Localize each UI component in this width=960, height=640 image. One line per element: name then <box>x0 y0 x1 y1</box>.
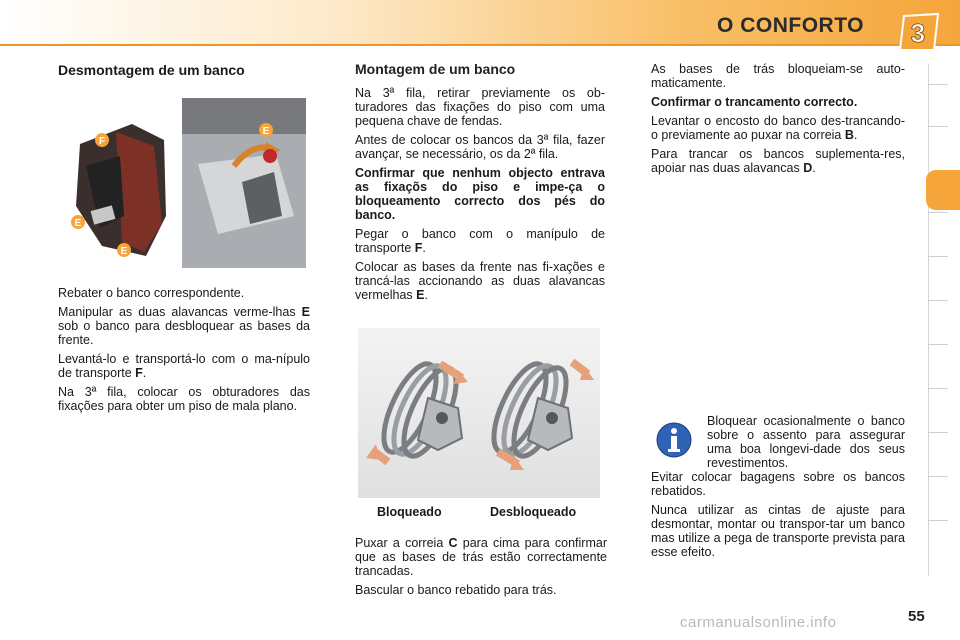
caption-unlocked: Desbloqueado <box>490 505 577 519</box>
chapter-tab[interactable] <box>928 520 948 521</box>
chapter-tab[interactable] <box>928 256 948 257</box>
removal-instructions <box>58 286 310 418</box>
chapter-tab[interactable] <box>928 300 948 301</box>
chapter-number: 3 <box>910 18 926 48</box>
callout-e-label: E <box>120 246 128 257</box>
chapter-tab[interactable] <box>928 388 948 389</box>
paragraph: Puxar a correia C para cima para confirmar que as bases de trás estão correctamente trancadas. <box>355 536 607 578</box>
info-icon <box>656 422 692 458</box>
paragraph: Na 3ª fila, retirar previamente os ob-turadores das fixações do piso com uma pequena chave de fendas. <box>355 86 605 128</box>
callout-e <box>71 215 85 229</box>
locking-instructions <box>651 62 905 180</box>
paragraph: Manipular as duas alavancas verme-lhas E sob o banco para desbloquear as bases da frente. <box>58 305 310 347</box>
paragraph: Bascular o banco rebatido para trás. <box>355 583 557 597</box>
chapter-tab[interactable] <box>928 432 948 433</box>
caption-locked: Bloqueado <box>377 505 442 519</box>
chapter-tab[interactable] <box>928 126 948 127</box>
callout-e-label: E <box>262 126 270 137</box>
info-text: Bloquear ocasionalmente o banco sobre o assento para assegurar uma boa longevi-dade dos seus revestimentos. <box>707 414 905 470</box>
paragraph: Na 3ª fila, colocar os obturadores das fixações para obter um piso de mala plano. <box>58 385 310 413</box>
mounting-instructions-continued <box>355 536 607 602</box>
callout-e <box>117 243 131 257</box>
info-box <box>651 414 905 470</box>
paragraph: Evitar colocar bagagens sobre os bancos rebatidos. <box>651 470 905 498</box>
section-title-removal: Desmontagem de um banco <box>58 62 245 78</box>
bold-paragraph: Confirmar o trancamento correcto. <box>651 95 858 109</box>
warning-paragraph: Confirmar que nenhum objecto entrava as fixaçõs do piso e impe-ça o bloqueamento correcto dos pés do banco. <box>355 166 605 222</box>
paragraph: As bases de trás bloqueiam-se auto-maticamente. <box>651 62 905 90</box>
callout-f <box>95 133 109 147</box>
callout-f-label: F <box>98 136 106 147</box>
chapter-badge <box>898 12 940 52</box>
chapter-tab[interactable] <box>928 84 948 85</box>
paragraph: Antes de colocar os bancos da 3ª fila, fazer avançar, se necessário, os da 2ª fila. <box>355 133 605 161</box>
paragraph: Pegar o banco com o manípulo de transporte F. <box>355 227 605 255</box>
callout-e-label: E <box>74 218 82 229</box>
lock-diagram <box>358 328 600 498</box>
section-title-mounting: Montagem de um banco <box>355 61 516 77</box>
chapter-tab[interactable] <box>928 212 948 213</box>
paragraph: Levantá-lo e transportá-lo com o ma-nípulo de transporte F. <box>58 352 310 380</box>
paragraph: Rebater o banco correspondente. <box>58 286 245 300</box>
paragraph: Levantar o encosto do banco des-trancando-o previamente ao puxar na correia B. <box>651 114 905 142</box>
mounting-instructions <box>355 62 605 307</box>
chapter-tab[interactable] <box>928 344 948 345</box>
paragraph: Nunca utilizar as cintas de ajuste para desmontar, montar ou transpor-tar um banco mas utilize a pega de transporte prevista para esse efeito. <box>651 503 905 559</box>
warnings <box>651 470 905 564</box>
chapter-tab-active[interactable] <box>926 170 960 210</box>
seat-removal-photo <box>62 96 312 272</box>
page-number: 55 <box>908 608 925 625</box>
chapter-tab[interactable] <box>928 476 948 477</box>
paragraph: Colocar as bases da frente nas fi-xações e trancá-las accionando as duas alavancas vermelhas E. <box>355 260 605 302</box>
watermark: carmanualsonline.info <box>680 614 837 631</box>
chapter-tab-rail <box>928 64 960 576</box>
page-title: O CONFORTO <box>717 14 864 37</box>
callout-e <box>259 123 273 137</box>
paragraph: Para trancar os bancos suplementa-res, apoiar nas duas alavancas D. <box>651 147 905 175</box>
